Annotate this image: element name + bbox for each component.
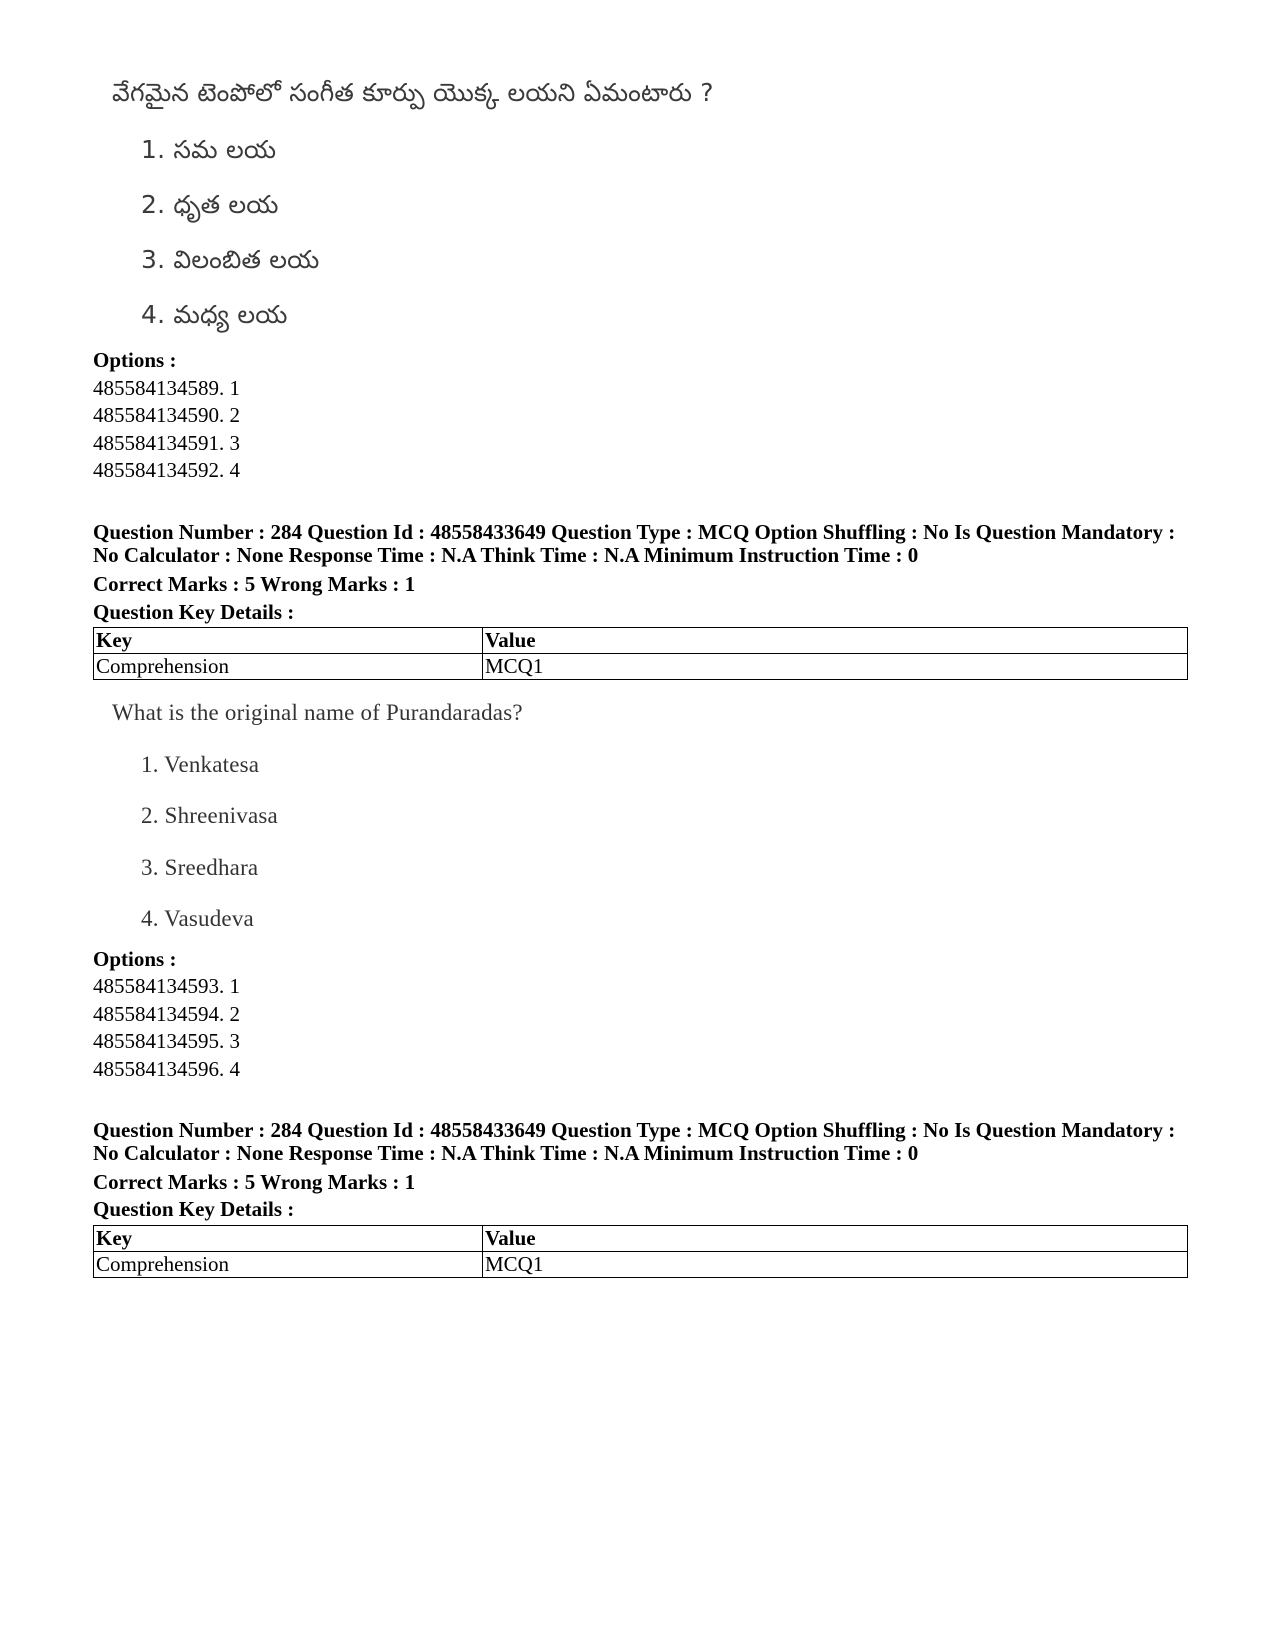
choice-1: 1. Venkatesa [141, 752, 260, 777]
question-text-telugu: వేగమైన టెంపోలో సంగీత కూర్పు యొక్క లయని ఏమంటారు ? [112, 78, 714, 107]
table-cell-value: MCQ1 [483, 654, 1188, 680]
option-id-row: 485584134589. 1 [93, 376, 240, 400]
question-meta-line-1: Question Number : 284 Question Id : 48558433649 Question Type : MCQ Option Shuffling : No Is Question Mandatory : [93, 520, 1176, 544]
table-header-key: Key [94, 628, 483, 654]
option-id-row: 485584134593. 1 [93, 974, 240, 998]
question-text-english: What is the original name of Purandaradas? [112, 700, 523, 725]
choice-3: 3. విలంబిత లయ [141, 245, 320, 274]
options-heading: Options : [93, 348, 177, 372]
table-row [94, 1252, 1188, 1278]
table-header-value: Value [483, 628, 1188, 654]
table-header-row [94, 628, 1188, 654]
question-meta-line-2: No Calculator : None Response Time : N.A Think Time : N.A Minimum Instruction Time : 0 [93, 543, 919, 567]
question-meta [93, 521, 1203, 567]
key-details-table [93, 627, 1188, 680]
table-header-key: Key [94, 1226, 483, 1252]
key-details-table [93, 1225, 1188, 1278]
question-meta [93, 1119, 1203, 1165]
options-heading: Options : [93, 947, 177, 971]
table-header-value: Value [483, 1226, 1188, 1252]
key-details-heading: Question Key Details : [93, 600, 295, 624]
option-id-row: 485584134591. 3 [93, 431, 240, 455]
marks-line: Correct Marks : 5 Wrong Marks : 1 [93, 572, 416, 596]
question-meta-line-1: Question Number : 284 Question Id : 48558433649 Question Type : MCQ Option Shuffling : No Is Question Mandatory : [93, 1118, 1176, 1142]
table-cell-key: Comprehension [94, 1252, 483, 1278]
marks-line: Correct Marks : 5 Wrong Marks : 1 [93, 1170, 416, 1194]
option-id-row: 485584134594. 2 [93, 1002, 240, 1026]
choice-2: 2. ధృత లయ [141, 190, 279, 219]
question-meta-line-2: No Calculator : None Response Time : N.A Think Time : N.A Minimum Instruction Time : 0 [93, 1141, 919, 1165]
choice-4: 4. మధ్య లయ [141, 300, 288, 329]
choice-1: 1. సమ లయ [141, 135, 277, 164]
option-id-row: 485584134592. 4 [93, 458, 240, 482]
choice-2: 2. Shreenivasa [141, 803, 278, 828]
option-id-row: 485584134596. 4 [93, 1057, 240, 1081]
table-cell-value: MCQ1 [483, 1252, 1188, 1278]
option-id-row: 485584134595. 3 [93, 1029, 240, 1053]
choice-3: 3. Sreedhara [141, 855, 259, 880]
key-details-heading: Question Key Details : [93, 1197, 295, 1221]
choice-4: 4. Vasudeva [141, 906, 254, 931]
table-row [94, 654, 1188, 680]
table-header-row [94, 1226, 1188, 1252]
table-cell-key: Comprehension [94, 654, 483, 680]
option-id-row: 485584134590. 2 [93, 403, 240, 427]
